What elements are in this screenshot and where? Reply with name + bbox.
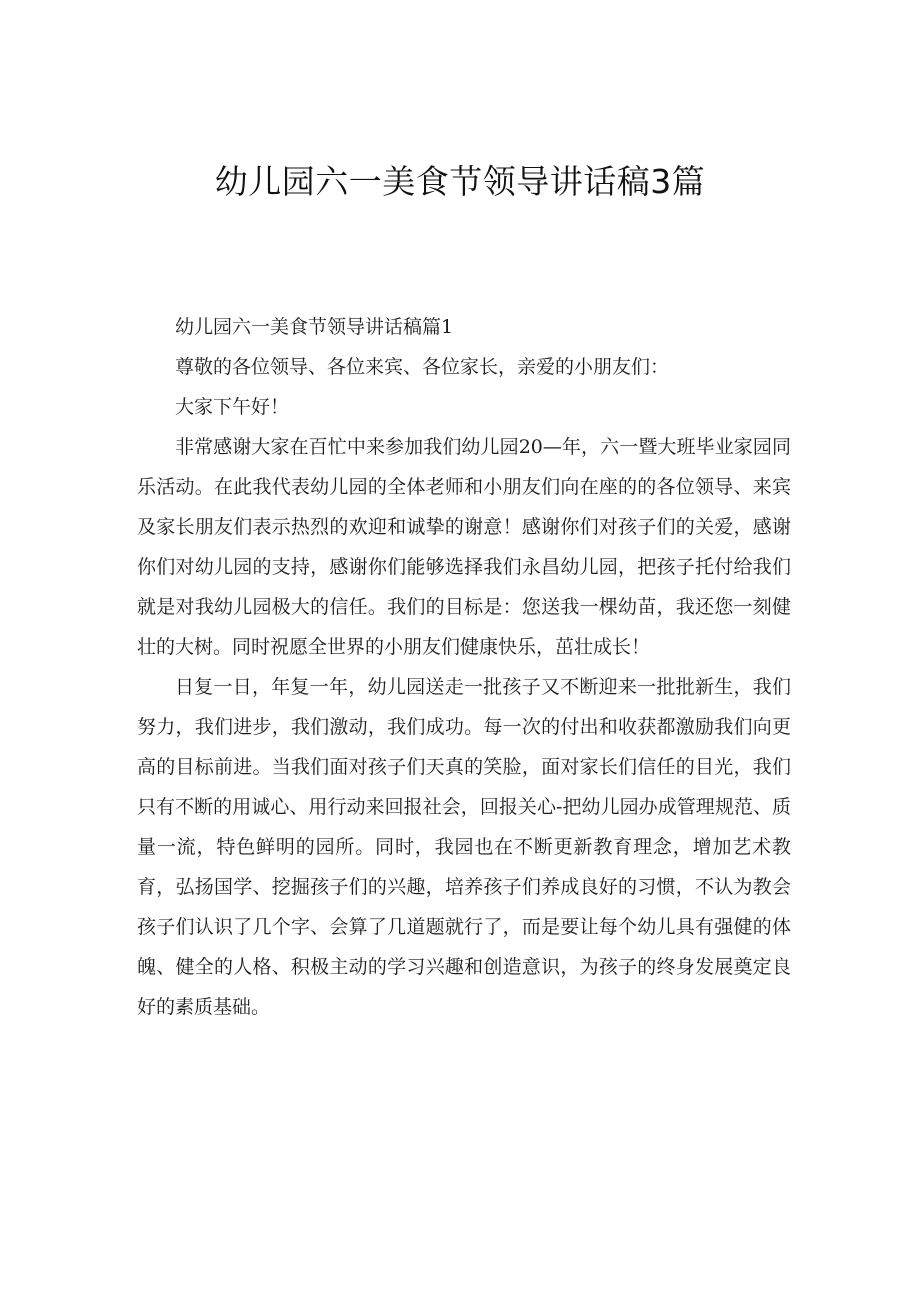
document-title: 幼儿园六一美食节领导讲话稿3篇 (214, 162, 706, 201)
document-body (137, 307, 791, 1027)
greeting: 大家下午好！ (175, 396, 290, 418)
paragraph-1: 非常感谢大家在百忙中来参加我们幼儿园20—年，六一暨大班毕业家园同乐活动。在此我代表幼儿园的全体老师和小朋友们向在座的的各位领导、来宾及家长朋友们表示热烈的欢迎和诚挚的谢意！感谢你们对孩子们的关爱，感谢你们对幼儿园的支持，感谢你们能够选择我们永昌幼儿园，把孩子托付给我们就是对我幼儿园极大的信任。我们的目标是：您送我一棵幼苗，我还您一刻健壮的大树。同时祝愿全世界的小朋友们健康快乐，茁壮成长！ (137, 436, 791, 658)
section-heading: 幼儿园六一美食节领导讲话稿篇1 (175, 316, 454, 338)
paragraph-2: 日复一日，年复一年，幼儿园送走一批孩子又不断迎来一批批新生，我们努力，我们进步，我们激动，我们成功。每一次的付出和收获都激励我们向更高的目标前进。当我们面对孩子们天真的笑脸，面对家长们信任的目光，我们只有不断的用诚心、用行动来回报社会，回报关心-把幼儿园办成管理规范、质量一流，特色鲜明的园所。同时，我园也在不断更新教育理念，增加艺术教育，弘扬国学、挖掘孩子们的兴趣，培养孩子们养成良好的习惯，不认为教会孩子们认识了几个字、会算了几道题就行了，而是要让每个幼儿具有强健的体魄、健全的人格、积极主动的学习兴趣和创造意识，为孩子的终身发展奠定良好的素质基础。 (137, 676, 791, 1018)
salutation: 尊敬的各位领导、各位来宾、各位家长，亲爱的小朋友们： (175, 356, 670, 378)
